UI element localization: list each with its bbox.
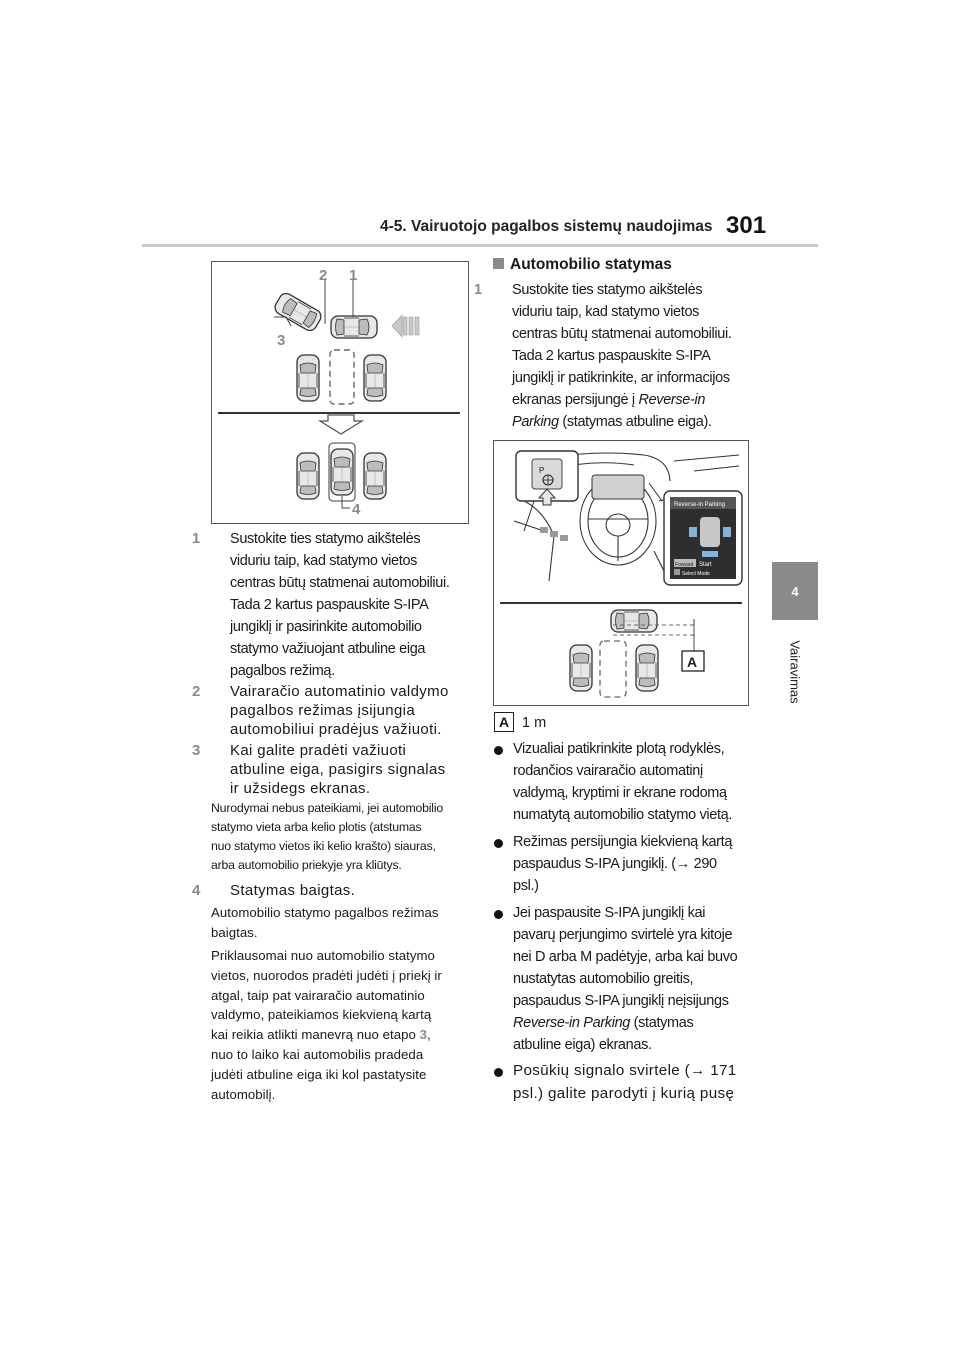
step-text-line: Kai galite pradėti važiuoti (230, 742, 407, 759)
step-text-line: centras būtų statmenai automobiliui. (512, 326, 732, 343)
bullet-dot-icon (494, 910, 503, 919)
diagram-label-4: 4 (352, 501, 361, 518)
section-heading (493, 256, 672, 274)
bullet-line: Jei paspausite S-IPA jungiklį kai (513, 905, 706, 921)
step-text-line: Tada 2 kartus paspauskite S-IPA (512, 348, 711, 365)
bullet-item (493, 738, 788, 826)
step-text-line: Sustokite ties statymo aikštelės (512, 282, 703, 298)
svg-text:P: P (539, 466, 545, 475)
legend-key: A (494, 712, 514, 732)
step-number: 4 (192, 882, 201, 899)
step-text-line: atbuline eiga, pasigirs signalas (230, 761, 446, 779)
para-line: vietos, nuorodos pradėti judėti į priekį ir (211, 967, 442, 983)
parking-diagram (211, 261, 469, 524)
paragraph-1 (211, 903, 481, 943)
step-text-line: centras būtų statmenai automobiliui. (230, 575, 450, 592)
figure-label-a: A (687, 654, 698, 670)
bullet-dot-icon (494, 746, 503, 755)
chapter-tab: 4 (772, 562, 818, 620)
left-step-2 (192, 682, 500, 740)
para-line: Automobilio statymo pagalbos režimas (211, 905, 439, 920)
screen-start: Start (699, 562, 712, 568)
bullet-item (493, 831, 788, 897)
header-rule (142, 244, 818, 247)
step-text-line: Statymas baigtas. (230, 882, 356, 899)
bullet-item (493, 1060, 788, 1106)
bullet-line: pavarų perjungimo svirtelė yra kitoje (513, 927, 733, 944)
step-text-italic: Parking (512, 414, 559, 431)
bullet-line: psl.) galite parodyti į kurią pusę (513, 1084, 735, 1102)
square-bullet-icon (493, 258, 504, 269)
para-line: judėti atbuline eiga iki kol pastatysite (211, 1066, 427, 1082)
note-line: Nurodymai nebus pateikiami, jei automobilio (211, 801, 443, 815)
right-step-1 (474, 279, 787, 433)
bullet-line: atbuline eiga) ekranas. (513, 1037, 652, 1054)
step-text-line: Vairaračio automatinio valdymo (230, 683, 449, 700)
para-line: valdymo, pateikiamos kiekvieną kartą (211, 1007, 432, 1023)
chapter-label-text: Vairavimas (787, 640, 803, 704)
para-line: Priklausomai nuo automobilio statymo (211, 948, 435, 963)
screen-title: Reverse-in Parking (674, 502, 726, 508)
step-text-line: Tada 2 kartus paspauskite S-IPA (230, 597, 429, 614)
step-number: 3 (192, 742, 201, 759)
step-text-line: viduriu taip, kad statymo vietos (230, 553, 418, 570)
bullet-line: numatytą automobilio statymo vietą. (513, 807, 733, 824)
dashboard-diagram (493, 440, 749, 706)
bullet-text: 171 (705, 1062, 737, 1079)
step-number: 1 (192, 531, 200, 547)
step-text-line: ekranas persijungė į (512, 392, 639, 409)
screen-forward: Forward (675, 562, 694, 568)
para-line-text: kai reikia atlikti manevrą nuo etapo (211, 1027, 420, 1043)
note-line: nuo statymo vietos iki kelio krašto) siauras, (211, 839, 436, 854)
step-text-line: jungiklį ir pasirinkite automobilio (230, 619, 422, 636)
note-line: statymo vieta arba kelio plotis (atstumas (211, 820, 422, 835)
para-line: nuo to laiko kai automobilis pradeda (211, 1046, 424, 1062)
step-text-line: ir užsidegs ekranas. (230, 780, 371, 798)
step-text-line: viduriu taip, kad statymo vietos (512, 304, 700, 321)
para-line (211, 1025, 481, 1045)
bullet-dot-icon (494, 1068, 503, 1077)
step-text-line: (statymas atbuline eiga). (558, 414, 712, 431)
bullet-line (513, 853, 788, 875)
bullet-line: rodančios vairaračio automatinį (513, 763, 703, 780)
legend (494, 712, 546, 732)
chapter-label (780, 632, 810, 712)
legend-value: 1 m (522, 715, 547, 731)
left-step-1 (192, 528, 500, 682)
step-text-line: statymo važiuojant atbuline eiga (230, 641, 426, 658)
bullet-text: paspaudus S-IPA jungiklį. ( (513, 856, 676, 873)
screen-select-mode: Select Mode (682, 571, 710, 577)
bullet-line: paspaudus S-IPA jungiklį neįsijungs (513, 993, 729, 1010)
step-ref: 3 (419, 1027, 427, 1043)
para-line: atgal, taip pat vairaračio automatinio (211, 987, 425, 1003)
step-text-italic: Reverse-in (638, 392, 706, 409)
diagram-label-2: 2 (319, 267, 328, 284)
diagram-label-1: 1 (349, 267, 358, 284)
left-step-4 (192, 881, 500, 900)
bullet-line: Režimas persijungia kiekvieną kartą (513, 834, 733, 850)
bullet-line: nustatytas automobilio greitis, (513, 971, 694, 988)
section-title: 4-5. Vairuotojo pagalbos sistemų naudojimas (380, 218, 713, 235)
bullet-text-italic: Reverse-in Parking (513, 1015, 630, 1032)
arrow-icon: → (690, 1062, 706, 1079)
section-heading-text: Automobilio statymas (510, 256, 672, 273)
bullet-text: Posūkių signalo svirtele ( (513, 1062, 691, 1079)
step-text-line: Sustokite ties statymo aikštelės (230, 531, 421, 547)
step-text-line: automobiliui pradėjus važiuoti. (230, 721, 442, 739)
paragraph-2 (211, 946, 481, 1104)
bullet-text: 290 (689, 856, 717, 873)
note-line: arba automobilio priekyje yra kliūtys. (211, 858, 402, 873)
page-number: 301 (726, 212, 767, 239)
bullet-line: nei D arba M padėtyje, arba kai buvo (513, 949, 738, 966)
step-number: 1 (474, 282, 482, 298)
bullet-line: valdymą, kryptimi ir ekrane rodomą (513, 785, 727, 802)
para-line: baigtas. (211, 924, 258, 940)
step-text-line: pagalbos režimą. (230, 663, 335, 680)
arrow-icon: → (675, 856, 690, 873)
bullet-line (513, 1012, 788, 1034)
step-number: 2 (192, 683, 201, 700)
para-line: automobilį. (211, 1086, 276, 1102)
bullet-line: psl.) (513, 878, 539, 895)
bullet-line (513, 1060, 788, 1083)
bullet-item (493, 902, 788, 1056)
diagram-label-3: 3 (277, 332, 286, 349)
left-step-3 (192, 741, 500, 799)
bullet-line: Vizualiai patikrinkite plotą rodyklės, (513, 741, 725, 757)
bullet-text: (statymas (630, 1015, 694, 1032)
step-text-line: pagalbos režimas įsijungia (230, 702, 416, 720)
bullet-dot-icon (494, 839, 503, 848)
para-line-text: , (426, 1027, 431, 1043)
note-block (211, 799, 481, 875)
step-text-line: jungiklį ir patikrinkite, ar informacijos (512, 370, 730, 387)
